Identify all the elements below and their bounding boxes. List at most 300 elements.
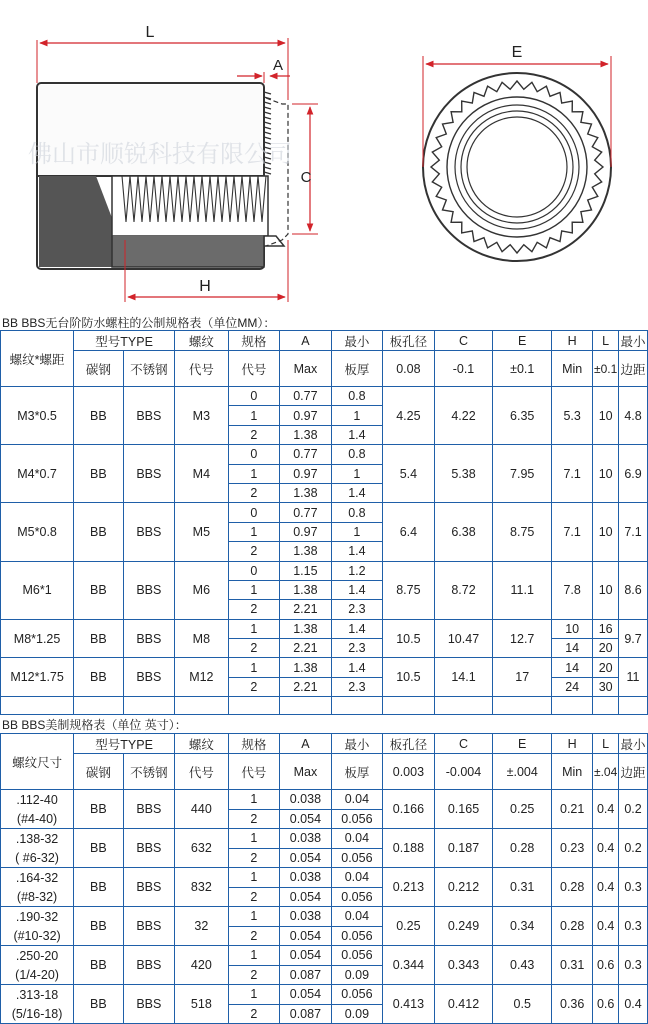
cell-a-max: 0.77 — [280, 387, 332, 406]
cell-min-plate: 0.09 — [331, 1004, 383, 1024]
col-spec: 规格 — [228, 734, 280, 754]
cell-thread-size-alt: (#8-32) — [1, 887, 74, 907]
empty-cell — [552, 697, 593, 715]
cell-c: 4.22 — [434, 387, 493, 445]
cell-hole: 0.344 — [383, 946, 435, 985]
cell-carbon: BB — [74, 907, 123, 946]
empty-cell — [331, 697, 383, 715]
cell-l: 10 — [593, 503, 619, 561]
cell-c: 6.38 — [434, 503, 493, 561]
cell-hole: 0.25 — [383, 907, 435, 946]
col-thread: 螺纹 — [175, 331, 229, 351]
cell-thread-code: 420 — [175, 946, 229, 985]
col-thread-size: 螺纹尺寸 — [1, 734, 74, 790]
table-row — [1, 561, 648, 580]
cell-stainless: BBS — [123, 503, 175, 561]
cell-thread-size: .138-32 — [1, 829, 74, 849]
col-edge: 边距 — [619, 351, 648, 387]
cell-hole: 8.75 — [383, 561, 435, 619]
cell-edge: 0.3 — [619, 868, 648, 907]
cell-h-min: 7.8 — [552, 561, 593, 619]
cell-c: 0.412 — [434, 985, 493, 1024]
cell-a-max: 0.038 — [280, 790, 332, 810]
cell-e: 0.43 — [493, 946, 552, 985]
cell-a-max: 2.21 — [280, 600, 332, 619]
cell-spec-code: 1 — [228, 522, 280, 541]
dim-label-e: E — [511, 44, 523, 61]
cell-spec-code: 2 — [228, 425, 280, 444]
cell-thread-code: 32 — [175, 907, 229, 946]
cell-a-max: 0.054 — [280, 926, 332, 946]
table-row — [1, 503, 648, 522]
cell-stainless: BBS — [123, 868, 175, 907]
empty-cell — [175, 697, 229, 715]
cell-a-max: 0.038 — [280, 868, 332, 888]
cell-min-plate: 1 — [331, 464, 383, 483]
cell-a-max: 1.15 — [280, 561, 332, 580]
cell-edge: 11 — [619, 658, 648, 697]
cell-spec-code: 1 — [228, 829, 280, 849]
cell-l: 16 — [593, 619, 619, 638]
cell-min-plate: 0.04 — [331, 790, 383, 810]
cell-l: 0.4 — [593, 829, 619, 868]
col-spec-code: 代号 — [228, 754, 280, 790]
cell-spec-code: 1 — [228, 790, 280, 810]
cell-a-max: 1.38 — [280, 658, 332, 677]
cell-min-plate: 0.04 — [331, 907, 383, 927]
col-a-max: Max — [280, 351, 332, 387]
col-code: 代号 — [175, 351, 229, 387]
cell-spec-code: 1 — [228, 868, 280, 888]
cell-spec-code: 1 — [228, 406, 280, 425]
cell-edge: 0.4 — [619, 985, 648, 1024]
col-spec: 规格 — [228, 331, 280, 351]
cell-carbon: BB — [74, 790, 123, 829]
col-edge-min: 最小 — [619, 734, 648, 754]
cell-a-max: 1.38 — [280, 580, 332, 599]
cell-hole: 0.213 — [383, 868, 435, 907]
cell-h-min: 24 — [552, 677, 593, 696]
cell-spec-code: 0 — [228, 503, 280, 522]
cell-min-plate: 0.056 — [331, 985, 383, 1005]
cell-c: 0.249 — [434, 907, 493, 946]
cell-min-plate: 0.056 — [331, 887, 383, 907]
cell-thread-pitch: M8*1.25 — [1, 619, 74, 658]
cell-hole: 0.166 — [383, 790, 435, 829]
cell-thread-size: .112-40 — [1, 790, 74, 810]
cell-stainless: BBS — [123, 790, 175, 829]
cell-min-plate: 0.056 — [331, 926, 383, 946]
cell-min-plate: 0.056 — [331, 809, 383, 829]
cell-a-max: 1.38 — [280, 542, 332, 561]
cell-l: 30 — [593, 677, 619, 696]
cell-a-max: 0.97 — [280, 464, 332, 483]
cell-min-plate: 2.3 — [331, 677, 383, 696]
cell-carbon: BB — [74, 985, 123, 1024]
dim-label-h: H — [199, 278, 211, 295]
col-a-max: Max — [280, 754, 332, 790]
cell-thread-size-alt: (#4-40) — [1, 809, 74, 829]
cell-a-max: 0.054 — [280, 809, 332, 829]
cell-min-plate: 0.04 — [331, 868, 383, 888]
col-min: 最小 — [331, 734, 383, 754]
cell-carbon: BB — [74, 503, 123, 561]
cell-edge: 0.3 — [619, 946, 648, 985]
cell-e: 7.95 — [493, 445, 552, 503]
cell-e: 11.1 — [493, 561, 552, 619]
cell-hole: 10.5 — [383, 619, 435, 658]
col-carbon: 碳钢 — [74, 754, 123, 790]
cell-hole: 10.5 — [383, 658, 435, 697]
cell-min-plate: 0.8 — [331, 503, 383, 522]
table-row — [1, 868, 648, 888]
cell-thread-size: .313-18 — [1, 985, 74, 1005]
cell-l: 0.6 — [593, 985, 619, 1024]
col-h: H — [552, 734, 593, 754]
cell-edge: 7.1 — [619, 503, 648, 561]
cell-stainless: BBS — [123, 829, 175, 868]
col-edge: 边距 — [619, 754, 648, 790]
cell-min-plate: 0.8 — [331, 445, 383, 464]
cell-l: 0.4 — [593, 907, 619, 946]
cell-h-min: 7.1 — [552, 503, 593, 561]
cell-min-plate: 2.3 — [331, 600, 383, 619]
cell-spec-code: 2 — [228, 887, 280, 907]
cell-min-plate: 1 — [331, 406, 383, 425]
cell-l: 10 — [593, 387, 619, 445]
col-min: 最小 — [331, 331, 383, 351]
cell-thread-pitch: M3*0.5 — [1, 387, 74, 445]
cell-thread-pitch: M12*1.75 — [1, 658, 74, 697]
cell-hole: 6.4 — [383, 503, 435, 561]
table-row — [1, 387, 648, 406]
empty-cell — [280, 697, 332, 715]
cell-e: 12.7 — [493, 619, 552, 658]
cell-spec-code: 1 — [228, 985, 280, 1005]
col-c-tol: -0.1 — [434, 351, 493, 387]
cell-thread-size-alt: ( #6-32) — [1, 848, 74, 868]
col-thread: 螺纹 — [175, 734, 229, 754]
col-edge-min: 最小 — [619, 331, 648, 351]
cell-c: 0.212 — [434, 868, 493, 907]
col-plate: 板厚 — [331, 351, 383, 387]
col-c-tol: -0.004 — [434, 754, 493, 790]
col-e: E — [493, 331, 552, 351]
cell-thread-size-alt: (1/4-20) — [1, 965, 74, 985]
cell-thread-code: M5 — [175, 503, 229, 561]
col-hole-tol: 0.08 — [383, 351, 435, 387]
cell-thread-size: .250-20 — [1, 946, 74, 966]
cell-a-max: 0.97 — [280, 406, 332, 425]
table-row — [1, 946, 648, 966]
col-h-min: Min — [552, 754, 593, 790]
cell-e: 8.75 — [493, 503, 552, 561]
cell-a-max: 1.38 — [280, 425, 332, 444]
cell-c: 14.1 — [434, 658, 493, 697]
cell-a-max: 0.054 — [280, 946, 332, 966]
cell-min-plate: 1 — [331, 522, 383, 541]
cell-spec-code: 1 — [228, 619, 280, 638]
cell-a-max: 0.087 — [280, 1004, 332, 1024]
cell-min-plate: 0.8 — [331, 387, 383, 406]
cell-a-max: 0.97 — [280, 522, 332, 541]
cell-e: 0.34 — [493, 907, 552, 946]
cell-stainless: BBS — [123, 387, 175, 445]
col-l: L — [593, 331, 619, 351]
cell-l: 0.6 — [593, 946, 619, 985]
cell-min-plate: 0.056 — [331, 848, 383, 868]
cell-h-min: 0.21 — [552, 790, 593, 829]
cell-thread-pitch: M5*0.8 — [1, 503, 74, 561]
cell-spec-code: 0 — [228, 561, 280, 580]
cell-hole: 5.4 — [383, 445, 435, 503]
cell-carbon: BB — [74, 445, 123, 503]
col-type: 型号TYPE — [74, 734, 175, 754]
cell-thread-size: .190-32 — [1, 907, 74, 927]
cell-thread-size: .164-32 — [1, 868, 74, 888]
cell-stainless: BBS — [123, 561, 175, 619]
cell-l: 0.4 — [593, 790, 619, 829]
col-h-min: Min — [552, 351, 593, 387]
cell-e: 17 — [493, 658, 552, 697]
cell-h-min: 7.1 — [552, 445, 593, 503]
table-row — [1, 658, 648, 677]
col-l-tol: ±.04 — [593, 754, 619, 790]
cell-carbon: BB — [74, 561, 123, 619]
cell-carbon: BB — [74, 658, 123, 697]
cell-e: 6.35 — [493, 387, 552, 445]
cell-spec-code: 0 — [228, 387, 280, 406]
col-stainless: 不锈钢 — [123, 351, 175, 387]
cell-carbon: BB — [74, 868, 123, 907]
cell-c: 0.343 — [434, 946, 493, 985]
cell-h-min: 10 — [552, 619, 593, 638]
empty-cell — [383, 697, 435, 715]
cell-edge: 0.3 — [619, 907, 648, 946]
metric-spec-table — [0, 330, 648, 715]
cell-edge: 0.2 — [619, 790, 648, 829]
cell-e: 0.28 — [493, 829, 552, 868]
cell-e: 0.5 — [493, 985, 552, 1024]
cell-spec-code: 1 — [228, 907, 280, 927]
cell-thread-code: M4 — [175, 445, 229, 503]
table-row — [1, 445, 648, 464]
cell-thread-code: M8 — [175, 619, 229, 658]
col-h: H — [552, 331, 593, 351]
imperial-spec-table — [0, 733, 648, 1024]
cell-h-min: 0.36 — [552, 985, 593, 1024]
cell-h-min: 0.28 — [552, 907, 593, 946]
cell-c: 0.187 — [434, 829, 493, 868]
cell-min-plate: 0.09 — [331, 965, 383, 985]
empty-cell — [493, 697, 552, 715]
cell-stainless: BBS — [123, 985, 175, 1024]
cell-spec-code: 0 — [228, 445, 280, 464]
dim-label-l: L — [145, 24, 155, 41]
cell-stainless: BBS — [123, 619, 175, 658]
dim-label-a: A — [272, 57, 284, 74]
cell-spec-code: 2 — [228, 542, 280, 561]
empty-cell — [123, 697, 175, 715]
cell-min-plate: 0.04 — [331, 829, 383, 849]
cell-carbon: BB — [74, 619, 123, 658]
cell-a-max: 1.38 — [280, 483, 332, 502]
cell-a-max: 2.21 — [280, 639, 332, 658]
col-hole-tol: 0.003 — [383, 754, 435, 790]
cell-spec-code: 2 — [228, 848, 280, 868]
cell-thread-code: 518 — [175, 985, 229, 1024]
empty-cell — [619, 697, 648, 715]
cell-hole: 4.25 — [383, 387, 435, 445]
cell-stainless: BBS — [123, 445, 175, 503]
table-row — [1, 907, 648, 927]
cell-spec-code: 1 — [228, 658, 280, 677]
cell-h-min: 0.31 — [552, 946, 593, 985]
empty-cell — [74, 697, 123, 715]
cell-a-max: 0.77 — [280, 503, 332, 522]
cell-spec-code: 2 — [228, 1004, 280, 1024]
cell-thread-size-alt: (#10-32) — [1, 926, 74, 946]
cell-l: 10 — [593, 445, 619, 503]
cell-c: 10.47 — [434, 619, 493, 658]
spacer-row — [1, 697, 648, 715]
metric-caption: BB BBS无台阶防水螺柱的公制规格表（单位MM）： — [2, 316, 276, 330]
col-l-tol: ±0.1 — [593, 351, 619, 387]
cell-a-max: 0.054 — [280, 848, 332, 868]
col-c: C — [434, 331, 493, 351]
dim-label-c: C — [300, 169, 312, 186]
cell-spec-code: 2 — [228, 639, 280, 658]
col-a: A — [280, 734, 332, 754]
cell-edge: 4.8 — [619, 387, 648, 445]
table-row — [1, 790, 648, 810]
col-e-tol: ±0.1 — [493, 351, 552, 387]
cell-stainless: BBS — [123, 907, 175, 946]
cell-min-plate: 1.4 — [331, 425, 383, 444]
col-a: A — [280, 331, 332, 351]
cell-edge: 8.6 — [619, 561, 648, 619]
cell-edge: 0.2 — [619, 829, 648, 868]
cell-spec-code: 2 — [228, 809, 280, 829]
cell-c: 5.38 — [434, 445, 493, 503]
table-row — [1, 619, 648, 638]
cell-thread-code: 632 — [175, 829, 229, 868]
col-e: E — [493, 734, 552, 754]
cell-a-max: 0.038 — [280, 907, 332, 927]
cell-min-plate: 2.3 — [331, 639, 383, 658]
cell-c: 8.72 — [434, 561, 493, 619]
cell-spec-code: 2 — [228, 483, 280, 502]
cell-stainless: BBS — [123, 946, 175, 985]
col-l: L — [593, 734, 619, 754]
col-stainless: 不锈钢 — [123, 754, 175, 790]
cell-thread-code: M3 — [175, 387, 229, 445]
cell-a-max: 0.77 — [280, 445, 332, 464]
cell-a-max: 0.087 — [280, 965, 332, 985]
col-thread-pitch: 螺纹*螺距 — [1, 331, 74, 387]
col-hole: 板孔径 — [383, 331, 435, 351]
cell-edge: 6.9 — [619, 445, 648, 503]
empty-cell — [434, 697, 493, 715]
cell-carbon: BB — [74, 829, 123, 868]
cell-thread-code: 832 — [175, 868, 229, 907]
cell-min-plate: 1.4 — [331, 658, 383, 677]
cell-spec-code: 2 — [228, 926, 280, 946]
cell-l: 0.4 — [593, 868, 619, 907]
cell-a-max: 1.38 — [280, 619, 332, 638]
col-type: 型号TYPE — [74, 331, 175, 351]
col-e-tol: ±.004 — [493, 754, 552, 790]
cell-min-plate: 1.4 — [331, 542, 383, 561]
col-carbon: 碳钢 — [74, 351, 123, 387]
cell-h-min: 0.28 — [552, 868, 593, 907]
col-code: 代号 — [175, 754, 229, 790]
cell-thread-pitch: M4*0.7 — [1, 445, 74, 503]
empty-cell — [1, 697, 74, 715]
cell-e: 0.25 — [493, 790, 552, 829]
cell-min-plate: 1.4 — [331, 619, 383, 638]
cell-spec-code: 2 — [228, 677, 280, 696]
cell-spec-code: 2 — [228, 965, 280, 985]
cell-carbon: BB — [74, 946, 123, 985]
col-c: C — [434, 734, 493, 754]
cell-stainless: BBS — [123, 658, 175, 697]
technical-drawing — [0, 0, 648, 312]
cell-min-plate: 1.4 — [331, 483, 383, 502]
cell-e: 0.31 — [493, 868, 552, 907]
imperial-caption: BB BBS美制规格表（单位 英寸）： — [2, 718, 187, 732]
cell-h-min: 5.3 — [552, 387, 593, 445]
col-spec-code: 代号 — [228, 351, 280, 387]
cell-h-min: 14 — [552, 639, 593, 658]
cell-l: 10 — [593, 561, 619, 619]
cell-thread-code: M12 — [175, 658, 229, 697]
cell-spec-code: 1 — [228, 580, 280, 599]
cell-l: 20 — [593, 658, 619, 677]
col-plate: 板厚 — [331, 754, 383, 790]
empty-cell — [593, 697, 619, 715]
cell-min-plate: 0.056 — [331, 946, 383, 966]
cell-hole: 0.188 — [383, 829, 435, 868]
cell-thread-pitch: M6*1 — [1, 561, 74, 619]
cell-spec-code: 1 — [228, 464, 280, 483]
cell-thread-size-alt: (5/16-18) — [1, 1004, 74, 1024]
cell-a-max: 0.038 — [280, 829, 332, 849]
cell-a-max: 0.054 — [280, 985, 332, 1005]
cell-h-min: 14 — [552, 658, 593, 677]
cell-carbon: BB — [74, 387, 123, 445]
end-view — [423, 44, 611, 261]
cell-l: 20 — [593, 639, 619, 658]
watermark-text: 佛山市顺锐科技有限公司 — [28, 140, 292, 168]
cell-a-max: 0.054 — [280, 887, 332, 907]
cell-spec-code: 1 — [228, 946, 280, 966]
cell-min-plate: 1.4 — [331, 580, 383, 599]
col-hole: 板孔径 — [383, 734, 435, 754]
cell-h-min: 0.23 — [552, 829, 593, 868]
cell-min-plate: 1.2 — [331, 561, 383, 580]
cell-hole: 0.413 — [383, 985, 435, 1024]
table-row — [1, 829, 648, 849]
cell-spec-code: 2 — [228, 600, 280, 619]
empty-cell — [228, 697, 280, 715]
cell-a-max: 2.21 — [280, 677, 332, 696]
cell-thread-code: M6 — [175, 561, 229, 619]
cell-thread-code: 440 — [175, 790, 229, 829]
cell-c: 0.165 — [434, 790, 493, 829]
cell-edge: 9.7 — [619, 619, 648, 658]
table-row — [1, 985, 648, 1005]
